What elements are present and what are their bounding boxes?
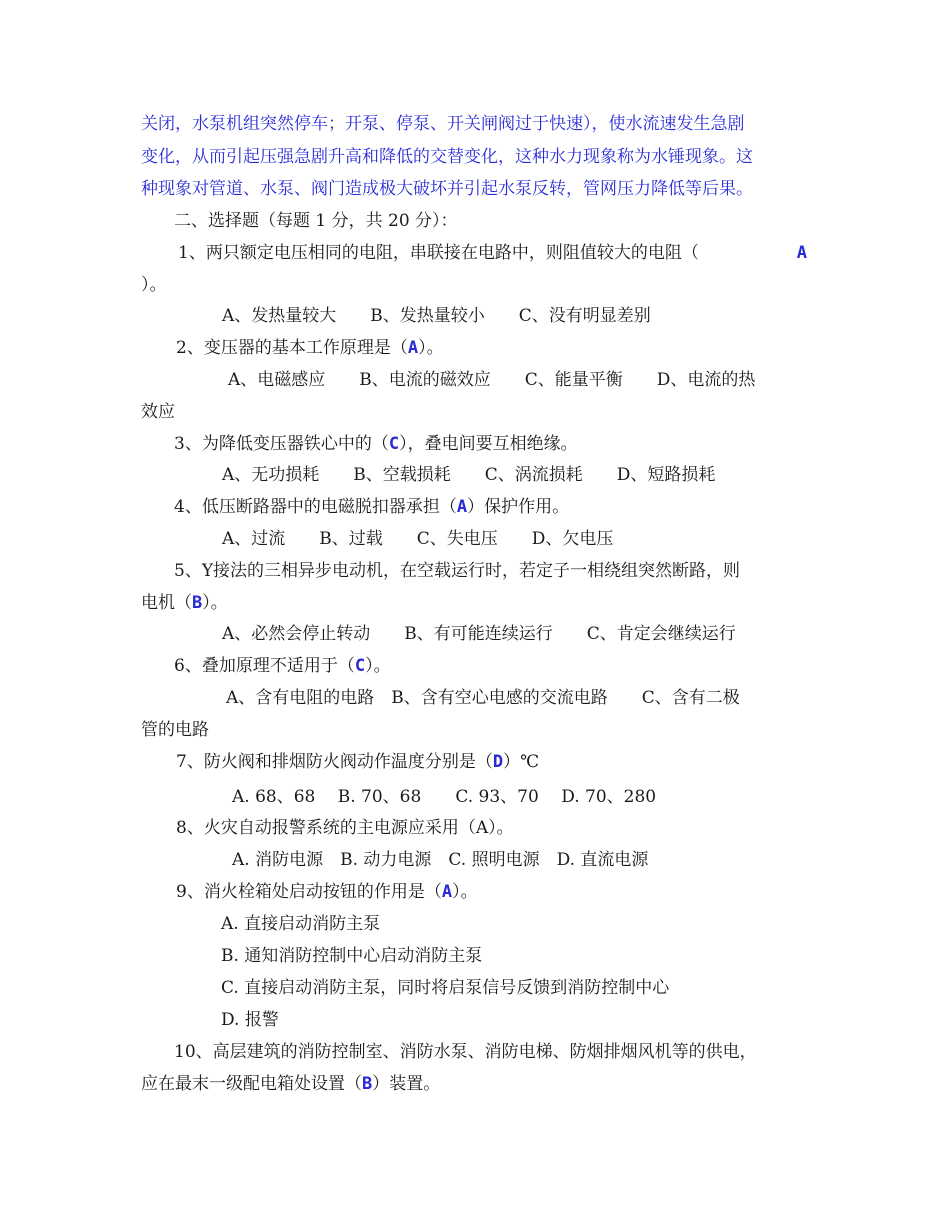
question-text: 1、两只额定电压相同的电阻，串联接在电路中，则阻值较大的电阻（: [178, 243, 699, 263]
question-text: 应在最末一级配电箱处设置（: [141, 1074, 362, 1094]
answer-letter: A: [796, 243, 807, 263]
question-6-options: A、含有电阻的电路 B、含有空心电感的交流电路 C、含有二极: [226, 688, 740, 708]
question-8: 8、火灾自动报警系统的主电源应采用（A）。: [176, 818, 514, 838]
question-text: 3、为降低变压器铁心中的（: [174, 434, 389, 454]
question-text-end: ）装置。: [372, 1074, 441, 1094]
question-text-end: ）。: [365, 656, 391, 676]
question-text-end: ）℃: [503, 752, 540, 772]
question-10-cont: [141, 1072, 440, 1096]
question-3: [174, 432, 578, 456]
question-2-options: A、电磁感应 B、电流的磁效应 C、能量平衡 D、电流的热: [228, 370, 756, 390]
intro-line-3: 种现象对管道、水泵、阀门造成极大破坏并引起水泵反转，管网压力降低等后果。: [141, 179, 753, 199]
question-9-option-c: C. 直接启动消防主泵，同时将启泵信号反馈到消防控制中心: [221, 978, 670, 998]
question-5-options: A、必然会停止转动 B、有可能连续运行 C、肯定会继续运行: [222, 624, 736, 644]
question-1: [178, 241, 813, 265]
question-text: 2、变压器的基本工作原理是（: [176, 338, 408, 358]
question-9: [176, 880, 478, 904]
answer-letter: C: [388, 434, 400, 454]
question-1-options: A、发热量较大 B、发热量较小 C、没有明显差别: [222, 306, 651, 326]
question-2-options-cont: 效应: [141, 402, 175, 422]
question-1-cont: ）。: [141, 275, 167, 295]
question-text: 9、消火栓箱处启动按钮的作用是（: [176, 882, 442, 902]
question-6-options-cont: 管的电路: [141, 720, 209, 740]
question-text: 7、防火阀和排烟防火阀动作温度分别是（: [176, 752, 493, 772]
question-text: 4、低压断路器中的电磁脱扣器承担（: [174, 497, 457, 517]
question-4: [174, 495, 569, 519]
question-9-option-d: D. 报警: [221, 1010, 279, 1030]
answer-letter: B: [362, 1074, 373, 1094]
question-text: 电机（: [141, 593, 192, 613]
answer-letter: D: [492, 752, 504, 772]
question-8-options: A. 消防电源 B. 动力电源 C. 照明电源 D. 直流电源: [232, 850, 649, 870]
question-text-end: ）。: [202, 593, 228, 613]
question-text-end: ）保护作用。: [467, 497, 570, 517]
question-10: 10、高层建筑的消防控制室、消防水泵、消防电梯、防烟排烟风机等的供电，: [174, 1042, 757, 1062]
question-9-option-b: B. 通知消防控制中心启动消防主泵: [221, 946, 483, 966]
answer-letter: B: [192, 593, 203, 613]
intro-line-1: 关闭，水泵机组突然停车；开泵、停泵、开关闸阀过于快速），使水流速发生急剧: [141, 114, 745, 134]
question-4-options: A、过流 B、过载 C、失电压 D、欠电压: [222, 529, 614, 549]
question-text-end: ）。: [418, 338, 444, 358]
question-6: [174, 654, 391, 678]
question-text: 6、叠加原理不适用于（: [174, 656, 355, 676]
answer-letter: A: [441, 882, 453, 902]
question-3-options: A、无功损耗 B、空载损耗 C、涡流损耗 D、短路损耗: [222, 465, 716, 485]
question-2: [176, 336, 444, 360]
question-9-option-a: A. 直接启动消防主泵: [221, 914, 381, 934]
section-title: 二、选择题（每题 1 分，共 20 分）：: [174, 211, 458, 231]
answer-letter: A: [456, 497, 468, 517]
question-5: 5、Y接法的三相异步电动机，在空载运行时，若定子一相绕组突然断路，则: [174, 561, 741, 581]
question-text-end: ）。: [452, 882, 478, 902]
question-text-end: ），叠电间要互相绝缘。: [399, 434, 578, 454]
question-7: [176, 750, 539, 774]
question-5-cont: [141, 591, 228, 615]
answer-letter: A: [407, 338, 419, 358]
intro-line-2: 变化，从而引起压强急剧升高和降低的交替变化，这种水力现象称为水锤现象。这: [141, 147, 753, 167]
question-7-options: A. 68、68 B. 70、68 C. 93、70 D. 70、280: [232, 787, 657, 807]
answer-letter: C: [354, 656, 366, 676]
